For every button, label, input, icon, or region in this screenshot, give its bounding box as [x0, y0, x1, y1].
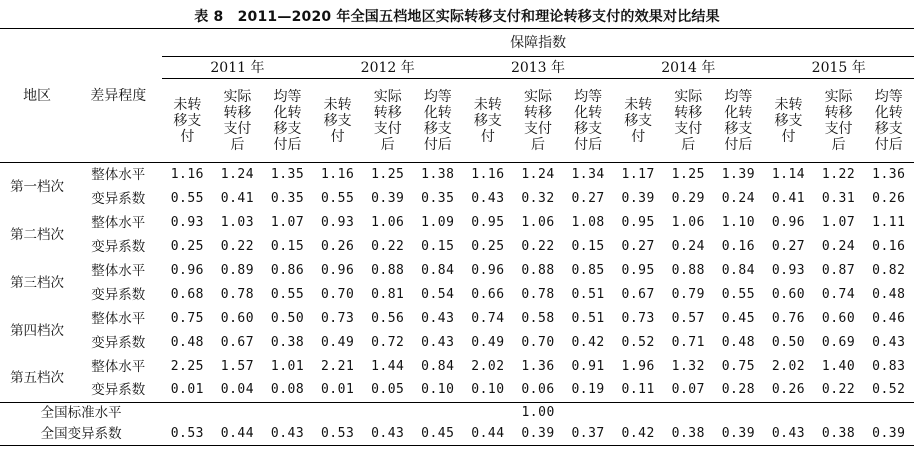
value-cell: 0.01: [162, 379, 212, 403]
value-cell: 1.57: [220, 358, 255, 374]
value-cell: 0.41: [771, 190, 806, 206]
value-cell: 0.55: [721, 286, 756, 302]
value-cell: 0.25: [471, 238, 505, 254]
region-cell: 第三档次: [10, 274, 65, 291]
value-cell: 0.11: [613, 379, 663, 403]
value-cell: 0.56: [371, 310, 405, 326]
value-cell: 1.44: [371, 358, 405, 374]
value-cell: 0.38: [814, 423, 864, 445]
subcol-header: 未转移支付: [763, 79, 813, 163]
value-cell: 0.93: [170, 214, 204, 230]
subcol-header: 实际转移支付后: [663, 79, 713, 163]
value-cell: 0.39: [513, 423, 563, 445]
value-cell: 0.57: [671, 310, 705, 326]
stat-label: 变异系数: [91, 286, 146, 303]
value-cell: 0.39: [864, 423, 914, 445]
value-cell: 0.43: [872, 334, 906, 350]
subcol-header: 均等化转移支付后: [713, 79, 763, 163]
value-cell: 0.22: [814, 379, 864, 403]
value-cell: 0.96: [771, 214, 806, 230]
subcol-header: 实际转移支付后: [513, 79, 563, 163]
value-cell: 0.16: [872, 238, 906, 254]
value-cell: 0.52: [864, 379, 914, 403]
value-cell: 0.85: [571, 262, 605, 278]
value-cell: 0.26: [320, 238, 355, 254]
value-cell: 0.55: [320, 190, 355, 206]
value-cell: 0.35: [270, 190, 305, 206]
value-cell: 1.06: [671, 214, 705, 230]
value-cell: 0.10: [463, 379, 513, 403]
value-cell: 0.75: [721, 358, 756, 374]
value-cell: 0.88: [371, 262, 405, 278]
value-cell: 0.04: [212, 379, 262, 403]
subcol-header: 实际转移支付后: [212, 79, 262, 163]
value-cell: 0.16: [721, 238, 756, 254]
stat-label: 整体水平: [91, 214, 146, 231]
stat-label: 变异系数: [91, 334, 146, 351]
value-cell: 0.55: [170, 190, 204, 206]
subcol-header: 实际转移支付后: [363, 79, 413, 163]
value-cell: 0.60: [821, 310, 856, 326]
group-header: 保障指数: [162, 29, 914, 57]
value-cell: 1.24: [521, 166, 555, 182]
value-cell: 1.08: [571, 214, 605, 230]
value-cell: 0.73: [621, 310, 655, 326]
value-cell: 0.48: [170, 334, 204, 350]
value-cell: 0.43: [363, 423, 413, 445]
value-cell: 1.24: [220, 166, 255, 182]
stat-label: 变异系数: [91, 190, 146, 207]
value-cell: 0.89: [220, 262, 255, 278]
comparison-table: [0, 28, 914, 446]
value-cell: 2.21: [320, 358, 355, 374]
subcol-header: 均等化转移支付后: [413, 79, 463, 163]
value-cell: 0.05: [363, 379, 413, 403]
national-standard-value: 1.00: [521, 405, 555, 420]
value-cell: 0.78: [220, 286, 255, 302]
value-cell: 0.48: [872, 286, 906, 302]
value-cell: 1.35: [270, 166, 305, 182]
value-cell: 0.01: [313, 379, 363, 403]
value-cell: 0.55: [270, 286, 305, 302]
value-cell: 0.42: [571, 334, 605, 350]
value-cell: 0.82: [872, 262, 906, 278]
value-cell: 0.31: [821, 190, 856, 206]
value-cell: 0.26: [763, 379, 813, 403]
subcol-header: 未转移支付: [463, 79, 513, 163]
value-cell: 1.25: [671, 166, 705, 182]
value-cell: 0.54: [421, 286, 455, 302]
stat-label: 变异系数: [91, 238, 146, 255]
value-cell: 1.10: [721, 214, 756, 230]
stat-label: 整体水平: [91, 166, 146, 183]
value-cell: 0.95: [621, 262, 655, 278]
value-cell: 0.38: [663, 423, 713, 445]
value-cell: 1.01: [270, 358, 305, 374]
value-cell: 0.28: [713, 379, 763, 403]
table-title: 表 8 2011—2020 年全国五档地区实际转移支付和理论转移支付的效果对比结果: [194, 9, 720, 25]
value-cell: 1.06: [521, 214, 555, 230]
value-cell: 0.43: [421, 334, 455, 350]
value-cell: 0.39: [371, 190, 405, 206]
year-header: 2015 年: [763, 57, 914, 79]
value-cell: 0.50: [270, 310, 305, 326]
value-cell: 0.24: [821, 238, 856, 254]
value-cell: 0.84: [421, 262, 455, 278]
value-cell: 0.19: [563, 379, 613, 403]
value-cell: 1.34: [571, 166, 605, 182]
value-cell: 0.84: [421, 358, 455, 374]
value-cell: 0.51: [571, 286, 605, 302]
value-cell: 1.11: [872, 214, 906, 230]
value-cell: 0.29: [671, 190, 705, 206]
value-cell: 0.27: [571, 190, 605, 206]
value-cell: 0.27: [621, 238, 655, 254]
subcol-header: 未转移支付: [313, 79, 363, 163]
value-cell: 0.86: [270, 262, 305, 278]
value-cell: 0.22: [371, 238, 405, 254]
stat-label: 变异系数: [74, 379, 162, 403]
value-cell: 1.17: [621, 166, 655, 182]
value-cell: 0.45: [721, 310, 756, 326]
value-cell: 0.78: [521, 286, 555, 302]
value-cell: 1.07: [821, 214, 856, 230]
value-cell: 0.49: [471, 334, 505, 350]
value-cell: 2.02: [471, 358, 505, 374]
subcol-header: 实际转移支付后: [814, 79, 864, 163]
value-cell: 0.88: [671, 262, 705, 278]
value-cell: 0.45: [413, 423, 463, 445]
value-cell: 0.39: [713, 423, 763, 445]
value-cell: 0.70: [521, 334, 555, 350]
value-cell: 0.58: [521, 310, 555, 326]
value-cell: 0.51: [571, 310, 605, 326]
subcol-header: 未转移支付: [162, 79, 212, 163]
stat-label: 整体水平: [91, 262, 146, 279]
subcol-header: 均等化转移支付后: [262, 79, 312, 163]
degree-header: 差异程度: [74, 29, 162, 163]
value-cell: 1.38: [421, 166, 455, 182]
value-cell: 0.44: [212, 423, 262, 445]
value-cell: 1.36: [872, 166, 906, 182]
value-cell: 0.60: [771, 286, 806, 302]
region-cell: 第四档次: [10, 322, 65, 339]
value-cell: 0.79: [671, 286, 705, 302]
value-cell: 0.22: [220, 238, 255, 254]
value-cell: 0.35: [421, 190, 455, 206]
value-cell: 1.39: [721, 166, 756, 182]
subcol-header: 均等化转移支付后: [563, 79, 613, 163]
value-cell: 0.27: [771, 238, 806, 254]
value-cell: 0.73: [320, 310, 355, 326]
value-cell: 1.32: [671, 358, 705, 374]
value-cell: 1.36: [521, 358, 555, 374]
value-cell: 1.03: [220, 214, 255, 230]
value-cell: 0.10: [413, 379, 463, 403]
national-cv-label: 全国变异系数: [0, 423, 162, 445]
value-cell: 0.96: [320, 262, 355, 278]
value-cell: 0.53: [313, 423, 363, 445]
year-header: 2013 年: [463, 57, 613, 79]
value-cell: 1.22: [821, 166, 856, 182]
value-cell: 0.69: [821, 334, 856, 350]
value-cell: 0.49: [320, 334, 355, 350]
value-cell: 0.81: [371, 286, 405, 302]
value-cell: 0.07: [663, 379, 713, 403]
value-cell: 0.75: [170, 310, 204, 326]
value-cell: 0.50: [771, 334, 806, 350]
value-cell: 1.16: [320, 166, 355, 182]
year-header: 2011 年: [162, 57, 312, 79]
value-cell: 0.72: [371, 334, 405, 350]
national-standard-label: 全国标准水平: [40, 405, 122, 421]
value-cell: 0.70: [320, 286, 355, 302]
value-cell: 0.93: [320, 214, 355, 230]
value-cell: 1.14: [771, 166, 806, 182]
stat-label: 整体水平: [91, 358, 146, 375]
value-cell: 0.67: [220, 334, 255, 350]
value-cell: 0.15: [270, 238, 305, 254]
value-cell: 0.83: [872, 358, 906, 374]
stat-label: 整体水平: [91, 310, 146, 327]
value-cell: 0.41: [220, 190, 255, 206]
value-cell: 0.52: [621, 334, 655, 350]
value-cell: 0.96: [471, 262, 505, 278]
value-cell: 0.96: [170, 262, 204, 278]
subcol-header: 均等化转移支付后: [864, 79, 914, 163]
value-cell: 0.06: [513, 379, 563, 403]
value-cell: 0.37: [563, 423, 613, 445]
value-cell: 0.76: [771, 310, 806, 326]
value-cell: 1.06: [371, 214, 405, 230]
value-cell: 0.43: [421, 310, 455, 326]
value-cell: 0.88: [521, 262, 555, 278]
value-cell: 0.93: [771, 262, 806, 278]
subcol-header: 未转移支付: [613, 79, 663, 163]
value-cell: 0.38: [270, 334, 305, 350]
value-cell: 1.07: [270, 214, 305, 230]
region-header: 地区: [0, 29, 74, 163]
value-cell: 1.96: [621, 358, 655, 374]
value-cell: 0.08: [262, 379, 312, 403]
region-cell: 第五档次: [0, 355, 74, 403]
value-cell: 0.43: [262, 423, 312, 445]
value-cell: 1.16: [170, 166, 204, 182]
value-cell: 0.91: [571, 358, 605, 374]
value-cell: 0.15: [421, 238, 455, 254]
value-cell: 0.71: [671, 334, 705, 350]
value-cell: 0.24: [721, 190, 756, 206]
year-header: 2012 年: [313, 57, 463, 79]
value-cell: 2.25: [170, 358, 204, 374]
value-cell: 0.42: [613, 423, 663, 445]
value-cell: 0.68: [170, 286, 204, 302]
value-cell: 0.48: [721, 334, 756, 350]
value-cell: 1.16: [471, 166, 505, 182]
value-cell: 1.25: [371, 166, 405, 182]
value-cell: 2.02: [771, 358, 806, 374]
value-cell: 1.09: [421, 214, 455, 230]
value-cell: 0.74: [471, 310, 505, 326]
value-cell: 0.53: [162, 423, 212, 445]
region-cell: 第二档次: [10, 226, 65, 243]
value-cell: 0.67: [621, 286, 655, 302]
value-cell: 0.84: [721, 262, 756, 278]
value-cell: 0.25: [170, 238, 204, 254]
value-cell: 0.43: [471, 190, 505, 206]
value-cell: 0.26: [872, 190, 906, 206]
value-cell: 0.95: [621, 214, 655, 230]
value-cell: 0.22: [521, 238, 555, 254]
value-cell: 0.43: [763, 423, 813, 445]
value-cell: 0.95: [471, 214, 505, 230]
value-cell: 0.24: [671, 238, 705, 254]
value-cell: 1.40: [821, 358, 856, 374]
value-cell: 0.32: [521, 190, 555, 206]
value-cell: 0.87: [821, 262, 856, 278]
value-cell: 0.46: [872, 310, 906, 326]
value-cell: 0.66: [471, 286, 505, 302]
value-cell: 0.44: [463, 423, 513, 445]
value-cell: 0.60: [220, 310, 255, 326]
year-header: 2014 年: [613, 57, 763, 79]
region-cell: 第一档次: [10, 178, 65, 195]
value-cell: 0.74: [821, 286, 856, 302]
value-cell: 0.15: [571, 238, 605, 254]
value-cell: 0.39: [621, 190, 655, 206]
